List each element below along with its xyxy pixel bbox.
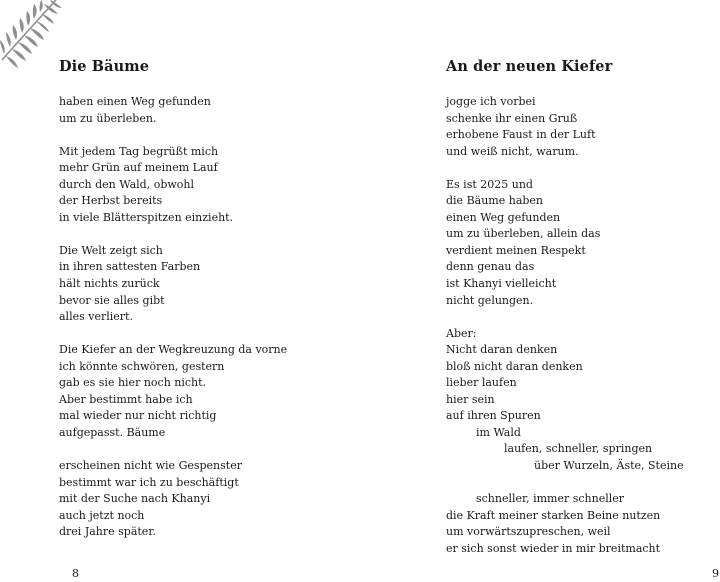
- poem-line: auch jetzt noch: [59, 508, 145, 522]
- poem-line: denn genau das: [446, 260, 535, 274]
- poem-line: haben einen Weg gefunden: [59, 95, 211, 108]
- poem-line: hält nichts zurück: [59, 277, 160, 291]
- poem-line: um zu überleben.: [59, 111, 157, 125]
- poem-line: nicht gelungen.: [446, 293, 534, 307]
- poem-line: ich könnte schwören, gestern: [59, 359, 225, 373]
- poem-line: die Bäume haben: [446, 194, 544, 208]
- poem-line: erhobene Faust in der Luft: [446, 128, 596, 142]
- poem-line: durch den Wald, obwohl: [59, 177, 195, 191]
- poem-line: er sich sonst wieder in mir breitmacht: [446, 541, 661, 555]
- poem-line: Aber:: [446, 326, 477, 340]
- poem-line: lieber laufen: [446, 376, 517, 390]
- poem-line: in ihren sattesten Farben: [59, 260, 201, 274]
- poem-line: Die Welt zeigt sich: [59, 243, 163, 257]
- poem-line: hier sein: [446, 392, 495, 406]
- poem-line: erscheinen nicht wie Gespenster: [59, 459, 242, 473]
- poem-line: Die Kiefer an der Wegkreuzung da vorne: [59, 343, 288, 357]
- poem-line: bevor sie alles gibt: [59, 293, 165, 307]
- page-number: 9: [712, 567, 719, 580]
- poem-line: über Wurzeln, Äste, Steine: [534, 459, 684, 473]
- poem-line: mehr Grün auf meinem Lauf: [59, 161, 218, 175]
- poem-line: bloß nicht daran denken: [446, 359, 583, 373]
- poem-body: [446, 94, 684, 557]
- poem-line: mit der Suche nach Khanyi: [59, 492, 211, 506]
- poem-line: Aber bestimmt habe ich: [59, 392, 193, 406]
- poem-title: Die Bäume: [59, 58, 150, 75]
- poem-line: in viele Blätterspitzen einzieht.: [59, 210, 234, 224]
- poem-line: Mit jedem Tag begrüßt mich: [59, 144, 219, 158]
- poem-title: An der neuen Kiefer: [446, 58, 613, 75]
- poem-line: schenke ihr einen Gruß: [446, 111, 578, 125]
- poem-line: drei Jahre später.: [59, 525, 156, 539]
- poem-line: um vorwärtszupreschen, weil: [446, 525, 611, 539]
- poem-line: schneller, immer schneller: [476, 492, 625, 506]
- right-page: [360, 0, 720, 582]
- page-number: 8: [72, 567, 79, 580]
- poem-line: und weiß nicht, warum.: [446, 144, 579, 158]
- poem-line: um zu überleben, allein das: [446, 227, 601, 241]
- poem-line: auf ihren Spuren: [446, 409, 541, 423]
- poem-line: jogge ich vorbei: [446, 95, 536, 108]
- poem-line: einen Weg gefunden: [446, 210, 561, 224]
- poem-line: mal wieder nur nicht richtig: [59, 409, 217, 423]
- poem-line: gab es sie hier noch nicht.: [59, 376, 207, 390]
- poem-line: laufen, schneller, springen: [504, 442, 653, 456]
- poem-line: aufgepasst. Bäume: [59, 425, 166, 439]
- poem-line: ist Khanyi vielleicht: [446, 277, 557, 291]
- poem-line: bestimmt war ich zu beschäftigt: [59, 475, 239, 489]
- poem-line: verdient meinen Respekt: [446, 243, 586, 257]
- poem-line: die Kraft meiner starken Beine nutzen: [446, 508, 661, 522]
- poem-line: Es ist 2025 und: [446, 177, 533, 191]
- poem-body: [59, 94, 287, 541]
- poem-line: alles verliert.: [59, 310, 133, 324]
- poem-line: der Herbst bereits: [59, 194, 163, 208]
- poem-line: im Wald: [476, 425, 521, 439]
- poem-line: Nicht daran denken: [446, 343, 558, 357]
